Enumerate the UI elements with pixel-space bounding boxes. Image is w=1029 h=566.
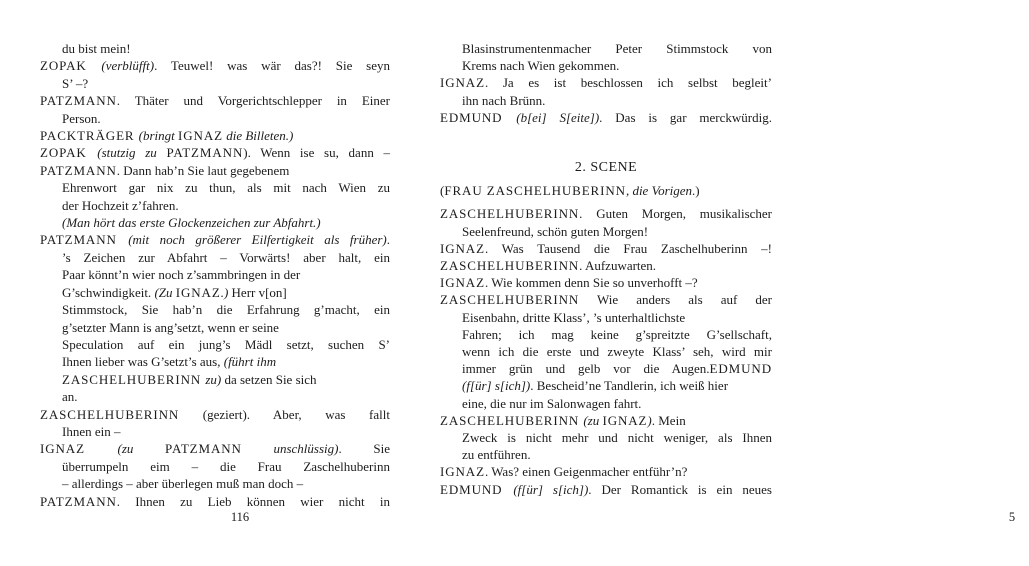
page-left <box>40 40 391 524</box>
dialogue-text: . Das is gar merckwürdig. <box>599 109 772 125</box>
stage-direction-text: (Man hört das erste Glockenzeichen zur Abfahrt.) <box>62 215 321 231</box>
character-name: ZASCHELHUBERINN <box>440 258 580 274</box>
text-line <box>440 109 772 126</box>
dialogue-text: (geziert). Aber, was fallt <box>179 406 390 422</box>
dialogue-text: Zweck is nicht mehr und nicht weniger, als Ihnen <box>462 430 772 446</box>
text-line <box>40 266 390 283</box>
text-line <box>40 110 390 127</box>
stage-direction-text: (Zu <box>154 284 176 300</box>
dialogue-text: Speculation auf ein jung’s Mädl setzt, suchen S’ <box>62 336 390 352</box>
stage-direction-text: die Vorigen <box>632 183 693 199</box>
text-lines <box>440 40 772 498</box>
dialogue-text: . Guten Morgen, musikalischer <box>579 206 772 222</box>
text-line <box>440 481 772 498</box>
character-name: EDMUND <box>440 481 514 497</box>
dialogue-text: eine, die nur im Salonwagen fahrt. <box>462 395 642 411</box>
dialogue-text: . Aufzuwarten. <box>579 258 657 274</box>
text-line <box>40 475 390 492</box>
dialogue-text: G’schwindigkeit. <box>62 284 155 300</box>
text-line <box>440 343 772 360</box>
dialogue-text: Ihnen lieber was G’setzt’s aus, <box>62 354 224 370</box>
character-name: PATZMANN <box>165 441 242 457</box>
stage-direction-text: .) <box>220 284 229 300</box>
text-line <box>440 463 772 480</box>
text-line <box>440 257 772 274</box>
dialogue-text: . Ihnen zu Lieb können wier nicht in <box>116 493 390 509</box>
stage-direction-text: unschlüssig) <box>241 441 339 457</box>
text-line <box>40 127 390 144</box>
dialogue-text: – allerdings – aber überlegen muß man doch – <box>62 476 304 492</box>
dialogue-text: . Sie <box>338 441 390 457</box>
dialogue-text: Krems nach Wien gekommen. <box>462 58 620 74</box>
character-name: ZOPAK <box>40 145 98 161</box>
stage-direction-text: ) <box>647 412 652 428</box>
dialogue-text: Ehrenwort gar nix zu thun, als mit nach Wien zu <box>62 180 390 196</box>
dialogue-text: . Dann hab’n Sie laut gegebenem <box>116 162 290 178</box>
text-line <box>440 291 772 308</box>
stage-direction-text: (f[ür] s[ich]) <box>513 481 589 497</box>
text-line <box>40 458 390 475</box>
text-line <box>440 377 772 394</box>
text-line <box>440 74 772 91</box>
page-number: 116 <box>230 510 250 524</box>
dialogue-text: ’s Zeichen zur Abfahrt – Vorwärts! aber halt, ein <box>62 249 390 265</box>
text-line <box>40 75 390 92</box>
stage-direction-text: (zu <box>117 441 166 457</box>
character-name: IGNAZ <box>602 412 648 428</box>
character-name: IGNAZ <box>440 464 485 480</box>
character-name: ZASCHELHUBERINN <box>40 406 180 422</box>
text-line <box>440 274 772 291</box>
stage-direction-text: (mit noch größerer Eilfertigkeit als früher) <box>128 232 387 248</box>
text-line <box>40 231 390 248</box>
character-name: ZASCHELHUBERINN <box>440 412 584 428</box>
stage-direction-text: die Billeten.) <box>222 128 294 144</box>
text-line <box>40 197 390 214</box>
text-line <box>40 179 390 196</box>
dialogue-text: der Hochzeit z’fahren. <box>62 197 179 213</box>
dialogue-text: wenn ich die erste und zweyte Klass’ seh, wird mir <box>462 344 772 360</box>
character-name: ZOPAK <box>40 58 102 74</box>
dialogue-text: Person. <box>62 110 101 126</box>
text-line <box>440 240 772 257</box>
stage-direction-text: (f[ür] s[ich]) <box>462 378 531 394</box>
dialogue-text: 2. SCENE <box>574 160 638 176</box>
dialogue-text: ). Wenn ise su, dann – <box>243 145 390 161</box>
dialogue-text: Paar könnt’n wier noch z’sammbringen in der <box>62 267 301 283</box>
dialogue-text: Stimmstock, Sie hab’n die Erfahrung g’macht, ein <box>62 302 390 318</box>
text-line <box>40 493 390 510</box>
character-name: EDMUND <box>709 361 772 377</box>
text-line <box>40 162 390 179</box>
character-name: PACKTRÄGER <box>40 128 139 144</box>
character-name: ZASCHELHUBERINN <box>62 371 206 387</box>
text-line <box>440 182 772 199</box>
dialogue-text: . Thäter und Vorgerichtschlepper in Einer <box>116 93 390 109</box>
dialogue-text: .) <box>692 183 700 199</box>
text-line <box>440 446 772 463</box>
text-line <box>40 284 390 301</box>
dialogue-text: Seelenfreund, schön guten Morgen! <box>462 223 649 239</box>
text-line <box>40 144 390 161</box>
text-line <box>40 57 390 74</box>
text-line <box>40 40 390 57</box>
stage-direction-text: (stutzig zu <box>97 145 167 161</box>
character-name: PATZMANN <box>40 232 129 248</box>
dialogue-text: immer grün und gelb vor die Augen. <box>462 361 710 377</box>
text-line <box>40 336 390 353</box>
dialogue-text: S’ –? <box>62 75 89 91</box>
character-name: ZASCHELHUBERINN <box>440 292 580 308</box>
character-name: EDMUND <box>440 109 517 125</box>
dialogue-text: Eisenbahn, dritte Klass’, ’s unterhaltlichste <box>462 309 686 325</box>
stage-direction-text: (bringt <box>138 128 179 144</box>
dialogue-text: Herr v[on] <box>228 284 287 300</box>
character-name: IGNAZ <box>440 240 485 256</box>
text-line <box>40 214 390 231</box>
text-line <box>40 423 390 440</box>
text-line <box>440 92 772 109</box>
stage-direction-text: (verblüfft) <box>101 58 155 74</box>
character-name: IGNAZ <box>175 284 221 300</box>
dialogue-text: da setzen Sie sich <box>221 371 317 387</box>
text-line <box>40 388 390 405</box>
page-number: 5 <box>1008 510 1016 524</box>
dialogue-text: zu entführen. <box>462 447 531 463</box>
character-name: ZASCHELHUBERINN <box>440 206 580 222</box>
stage-direction-text: (b[ei] S[eite]) <box>516 109 600 125</box>
text-line <box>440 57 772 74</box>
text-line <box>40 353 390 370</box>
text-line <box>440 309 772 326</box>
dialogue-text: . Wie kommen denn Sie so unverhofft –? <box>484 275 698 291</box>
dialogue-text: überrumpeln eim – die Frau Zaschelhuberinn <box>62 458 390 474</box>
text-line <box>440 40 772 57</box>
dialogue-text: . Teuwel! was wär das?! Sie seyn <box>154 58 391 74</box>
dialogue-text: du bist mein! <box>62 41 131 56</box>
text-line <box>40 301 390 318</box>
dialogue-text: ( <box>440 183 445 199</box>
stage-direction-text: (führt ihm <box>223 354 277 370</box>
dialogue-text: . Was? einen Geigenmacher entführ’n? <box>484 464 688 480</box>
text-line <box>440 412 772 429</box>
dialogue-text: an. <box>62 389 78 405</box>
page-right <box>440 40 1016 524</box>
character-name: IGNAZ <box>440 275 485 291</box>
text-line <box>40 92 390 109</box>
text-line <box>440 205 772 222</box>
dialogue-text: . Was Tausend die Frau Zaschelhuberinn –! <box>484 240 772 256</box>
dialogue-text: . Der Romantick is ein neues <box>588 481 772 497</box>
text-line <box>40 249 390 266</box>
character-name: IGNAZ <box>440 75 485 91</box>
character-name: IGNAZ <box>178 128 223 144</box>
character-name: PATZMANN <box>40 162 117 178</box>
dialogue-text: Fahren; ich mag keine g’spreitzte G’sellschaft, <box>462 326 772 342</box>
dialogue-text: . Bescheid’ne Tandlerin, ich weiß hier <box>530 378 729 394</box>
text-line <box>440 326 772 343</box>
text-line <box>440 395 772 412</box>
text-line <box>440 360 772 377</box>
dialogue-text: g’setzter Mann is ang’setzt, wenn er seine <box>62 319 279 335</box>
dialogue-text: . Mein <box>651 412 686 428</box>
character-name: PATZMANN <box>40 493 117 509</box>
dialogue-text: Wie anders als auf der <box>579 292 772 308</box>
dialogue-text: , <box>625 183 633 199</box>
text-lines <box>40 40 390 510</box>
dialogue-text: Blasinstrumentenmacher Peter Stimmstock von <box>462 41 772 56</box>
text-line <box>40 319 390 336</box>
dialogue-text: Ihnen ein – <box>62 423 121 439</box>
text-line <box>40 406 390 423</box>
stage-direction-text: zu) <box>205 371 222 387</box>
stage-direction-text: (zu <box>583 412 603 428</box>
text-line <box>440 223 772 240</box>
text-line <box>40 440 390 457</box>
text-line <box>440 429 772 446</box>
character-name: PATZMANN <box>40 93 117 109</box>
character-name: FRAU ZASCHELHUBERINN <box>444 183 626 199</box>
dialogue-text: . Ja es ist beschlossen ich selbst begleit’ <box>484 75 772 91</box>
dialogue-text: . <box>386 232 390 248</box>
character-name: PATZMANN <box>166 145 244 161</box>
dialogue-text: ihn nach Brünn. <box>462 92 546 108</box>
scene-heading <box>440 159 772 176</box>
character-name: IGNAZ <box>40 441 118 457</box>
text-line <box>40 371 390 388</box>
